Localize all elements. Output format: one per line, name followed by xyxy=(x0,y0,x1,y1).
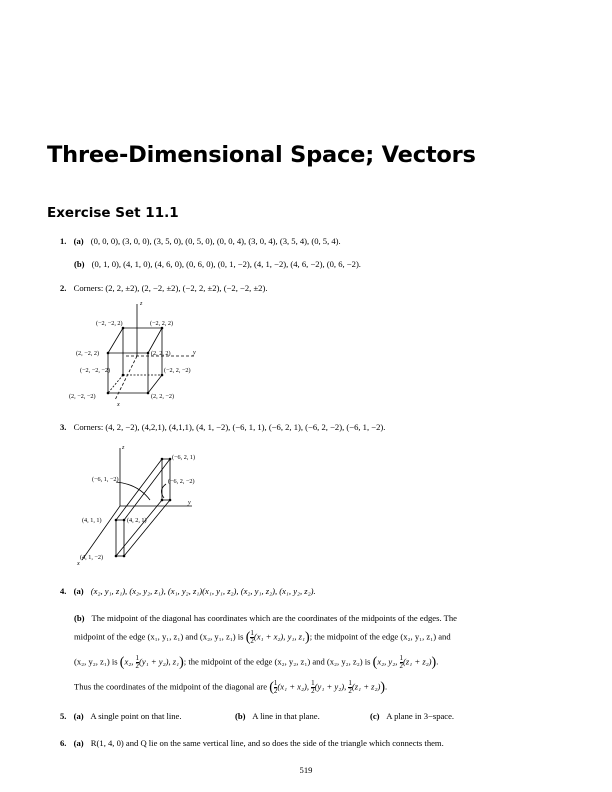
cube-figure xyxy=(60,296,220,410)
answer-text: Corners: (4, 2, −2), (4,2,1), (4,1,1), (4, 1, −2), (−6, 1, 1), (−6, 2, 1), (−6, 2, −2), (−6, 1, −2). xyxy=(73,422,386,432)
exercise-number: 3. xyxy=(60,422,67,432)
point-label: (−2, 2, 2) xyxy=(150,320,174,327)
point-label: (4, 2, 1) xyxy=(127,517,147,524)
cube-edge xyxy=(108,328,123,353)
math-expr: (y₁ + y₂), z₁ xyxy=(139,656,180,667)
point-label: (2, −2, −2) xyxy=(69,393,96,400)
point-label: (2, −2, 2) xyxy=(76,350,100,357)
paren-open: ( xyxy=(245,630,251,645)
answer-text: ; the midpoint of the edge (x₂, y₁, z₁) and xyxy=(309,631,451,642)
fraction: $\frac{1}{2}$ xyxy=(399,654,404,670)
part-label: (b) xyxy=(235,711,246,721)
fraction: $\frac{1}{2}$ xyxy=(273,679,278,695)
axis-label-y: y xyxy=(188,499,191,506)
exercise-4b-line1 xyxy=(74,613,457,624)
point-label: (−6, 1, −2) xyxy=(92,476,119,483)
math-expr: (y₁ + y₂), xyxy=(314,681,347,692)
cube-edge xyxy=(148,375,162,393)
corner-point xyxy=(169,499,172,502)
axis-label-z: z xyxy=(122,444,125,451)
part-label: (a) xyxy=(73,738,84,748)
math-expr: (z₁ + z₂) xyxy=(351,681,381,692)
axis-label-x: x xyxy=(117,401,120,408)
corner-point xyxy=(123,519,126,522)
exercise-number: 4. xyxy=(60,586,67,596)
math-expr: (x₁ + x₂), xyxy=(277,681,309,692)
exercise-number: 6. xyxy=(60,738,67,748)
answer-text: R(1, 4, 0) and Q lie on the same vertical line, and so does the side of the triangle which connects them. xyxy=(90,738,444,748)
math-expr: (z₁ + z₂) xyxy=(403,656,432,667)
point-label: (4, 1, 1) xyxy=(82,517,102,524)
point-label: (−2, −2, −2) xyxy=(80,367,111,374)
axis-label-z: z xyxy=(140,300,143,307)
cube-edge-hidden xyxy=(108,375,123,393)
math-expr: x₂, xyxy=(124,656,134,667)
box-edge xyxy=(124,459,170,520)
point-label: (−2, 2, −2) xyxy=(164,367,191,374)
corner-point xyxy=(122,327,125,330)
corner-point xyxy=(161,458,164,461)
axis-label-x: x xyxy=(77,560,80,566)
answer-text: Corners: (2, 2, ±2), (2, −2, ±2), (−2, 2, ±2), (−2, −2, ±2). xyxy=(73,283,268,293)
answer-text: ; the midpoint of the edge (x₂, y₂, z₁) and (x₂, y₂, z₂) is xyxy=(183,656,371,667)
corner-point xyxy=(161,499,164,502)
fraction: $\frac{1}{2}$ xyxy=(311,679,315,695)
point-label: (4, 1, −2) xyxy=(80,554,104,561)
answer-text: Thus the coordinates of the midpoint of the diagonal are xyxy=(74,681,268,692)
point-label: (−6, 2, 1) xyxy=(172,454,196,461)
x-axis xyxy=(82,506,120,560)
exercise-6a xyxy=(60,738,444,749)
paren-close: ) xyxy=(179,655,184,670)
corner-point xyxy=(107,392,110,395)
part-label: (c) xyxy=(370,711,380,721)
answer-text: midpoint of the edge (x₁, y₁, z₁) and (x₂, y₁, z₁) is xyxy=(74,631,244,642)
corner-point xyxy=(161,327,164,330)
answer-text: A line in that plane. xyxy=(252,711,320,721)
exercise-4b-line3: (x₂, y₂, z₁) is (x₂, $\frac{1}{2}$ (y₁ + y₂), z₁); the midpoint of the edge (x₂, y₂, z₁) and (x₂, y₂, z₂) is (x₂, y₂, $\frac{1}{2}$ (z₁ + z₂)). xyxy=(74,654,439,670)
corner-point xyxy=(115,519,118,522)
paren-close: ) xyxy=(380,680,386,695)
page-number: 519 xyxy=(299,765,313,775)
paren-close: ) xyxy=(305,630,310,645)
corner-point xyxy=(122,374,125,377)
corner-point xyxy=(115,555,118,558)
paren-open: ( xyxy=(119,655,125,670)
fraction: $\frac{1}{2}$ xyxy=(250,629,254,645)
point-label: (−6, 2, −2) xyxy=(168,478,195,485)
part-label: (a) xyxy=(73,586,84,596)
exercise-4b-line4: Thus the coordinates of the midpoint of the diagonal are ( $\frac{1}{2}$ (x₁ + x₂), $\frac{1}{2}$ (y₁ + y₂), $\frac{1}{2}$ (z₁ + z₂)). xyxy=(74,679,388,695)
paren-open: ( xyxy=(372,655,378,670)
answer-text: (x₂, y₁, z₁), (x₂, y₂, z₁), (x₁, y₂, z₁)(x₁, y₁, z₂), (x₂, y₁, z₂), (x₁, y₂, z₂). xyxy=(90,586,316,596)
section-title: Exercise Set 11.1 xyxy=(47,205,179,221)
answer-text: (0, 0, 0), (3, 0, 0), (3, 5, 0), (0, 5, 0), (0, 0, 4), (3, 0, 4), (3, 5, 4), (0, 5, 4). xyxy=(90,236,341,246)
answer-text: (x₂, y₂, z₁) is xyxy=(74,656,118,667)
corner-point xyxy=(123,555,126,558)
exercise-1a xyxy=(60,236,341,247)
exercise-3 xyxy=(60,422,385,433)
corner-point xyxy=(147,392,150,395)
box-figure xyxy=(74,438,224,566)
fraction: $\frac{1}{2}$ xyxy=(348,679,352,695)
part-label: (a) xyxy=(73,711,84,721)
corner-point xyxy=(107,352,110,355)
answer-text: (0, 1, 0), (4, 1, 0), (4, 6, 0), (0, 6, 0), (0, 1, −2), (4, 1, −2), (4, 6, −2), (0, 6, −2). xyxy=(91,259,361,269)
math-expr: (x₁ + x₂), y₁, z₁ xyxy=(253,631,306,642)
part-label: (b) xyxy=(74,613,85,623)
exercise-4a xyxy=(60,586,316,597)
answer-text: A single point on that line. xyxy=(90,711,182,721)
corner-point xyxy=(147,352,150,355)
math-expr: x₂, y₂, xyxy=(377,656,398,667)
box-edge xyxy=(124,500,170,556)
point-label: (2, 2, −2) xyxy=(151,393,175,400)
answer-text: A plane in 3−space. xyxy=(386,711,455,721)
paren-close: ) xyxy=(431,655,437,670)
answer-text: The midpoint of the diagonal has coordinates which are the coordinates of the midpoints of the edges. The xyxy=(91,613,457,623)
paren-open: ( xyxy=(269,680,274,695)
exercise-2 xyxy=(60,283,267,294)
fraction: $\frac{1}{2}$ xyxy=(135,654,140,670)
exercise-4b-line2 xyxy=(74,630,451,645)
exercise-number: 1. xyxy=(60,236,67,246)
box-edge xyxy=(116,500,162,556)
corner-point xyxy=(169,458,172,461)
exercise-5b xyxy=(235,711,320,722)
corner-point xyxy=(161,374,164,377)
axis-label-y: y xyxy=(193,349,196,356)
exercise-5 xyxy=(60,711,182,722)
exercise-number: 5. xyxy=(60,711,67,721)
chapter-title: Three-Dimensional Space; Vectors xyxy=(47,142,476,168)
part-label: (b) xyxy=(74,259,85,269)
exercise-number: 2. xyxy=(60,283,67,293)
exercise-1b xyxy=(74,259,361,270)
point-label: (−2, −2, 2) xyxy=(96,320,123,327)
exercise-5c xyxy=(370,711,454,722)
part-label: (a) xyxy=(73,236,84,246)
point-label: (2, 2, 2) xyxy=(151,350,171,357)
